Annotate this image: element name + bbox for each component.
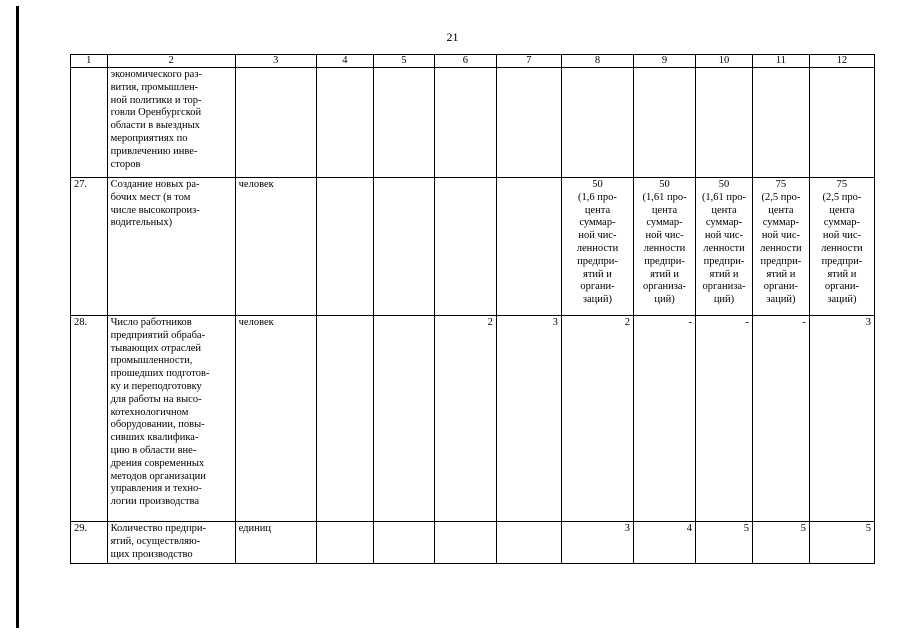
value-cell — [434, 178, 496, 316]
value-cell-9: - — [634, 316, 696, 522]
col-header-1: 1 — [71, 55, 108, 68]
col-header-7: 7 — [496, 55, 561, 68]
col-header-6: 6 — [434, 55, 496, 68]
value-cell-12: 3 — [809, 316, 874, 522]
row-num-cell: 29. — [71, 522, 108, 564]
value-cell-8: 50 (1,6 про- цента суммар- ной чис- ленности предпри- ятий и органи- заций) — [561, 178, 633, 316]
value-cell — [634, 68, 696, 178]
unit-cell: человек — [235, 178, 316, 316]
value-cell — [696, 68, 753, 178]
row-name-cell: Число работников предприятий обраба- тывающих отраслей промышленности, прошедших подготов- ку и переподготовку для работы на высо- котехнологичном оборудовании, повы- сивших квалифика- цию в области вне- дрения современных методов организации управления и техно- логии производства — [107, 316, 235, 522]
value-cell-10: 5 — [696, 522, 753, 564]
value-cell — [496, 178, 561, 316]
value-cell — [316, 522, 373, 564]
value-cell-6: 2 — [434, 316, 496, 522]
table-row-28 — [71, 316, 875, 522]
row-num-cell: 27. — [71, 178, 108, 316]
value-cell — [316, 316, 373, 522]
row-num-cell — [71, 68, 108, 178]
row-name-cell: экономического раз- вития, промышлен- ной политики и тор- говли Оренбургской области в выездных мероприятиях по привлечению инве- сторов — [107, 68, 235, 178]
value-cell-11: 5 — [752, 522, 809, 564]
col-header-4: 4 — [316, 55, 373, 68]
col-header-8: 8 — [561, 55, 633, 68]
col-header-9: 9 — [634, 55, 696, 68]
value-cell-8: 3 — [561, 522, 633, 564]
column-numbers-row — [71, 55, 875, 68]
row-name-cell: Количество предпри- ятий, осуществляю- щих производство — [107, 522, 235, 564]
col-header-3: 3 — [235, 55, 316, 68]
value-cell — [373, 522, 434, 564]
value-cell-11: 75 (2,5 про- цента суммар- ной чис- ленности предпри- ятий и органи- заций) — [752, 178, 809, 316]
table-row-27 — [71, 178, 875, 316]
value-cell-12: 75 (2,5 про- цента суммар- ной чис- ленности предпри- ятий и органи- заций) — [809, 178, 874, 316]
value-cell-11: - — [752, 316, 809, 522]
value-cell-10: 50 (1,61 про- цента суммар- ной чис- ленности предпри- ятий и организа- ций) — [696, 178, 753, 316]
left-margin-bar — [16, 6, 19, 628]
value-cell-9: 50 (1,61 про- цента суммар- ной чис- ленности предпри- ятий и организа- ций) — [634, 178, 696, 316]
col-header-12: 12 — [809, 55, 874, 68]
value-cell — [496, 522, 561, 564]
value-cell — [316, 178, 373, 316]
value-cell — [496, 68, 561, 178]
value-cell — [434, 522, 496, 564]
page-number: 21 — [446, 30, 459, 44]
value-cell-12: 5 — [809, 522, 874, 564]
value-cell-9: 4 — [634, 522, 696, 564]
col-header-2: 2 — [107, 55, 235, 68]
unit-cell: человек — [235, 316, 316, 522]
table-row-continued — [71, 68, 875, 178]
value-cell-8: 2 — [561, 316, 633, 522]
value-cell — [434, 68, 496, 178]
value-cell — [373, 316, 434, 522]
table-row-29 — [71, 522, 875, 564]
value-cell — [373, 68, 434, 178]
unit-cell: единиц — [235, 522, 316, 564]
unit-cell — [235, 68, 316, 178]
value-cell — [373, 178, 434, 316]
indicators-table — [70, 54, 875, 564]
value-cell — [752, 68, 809, 178]
col-header-11: 11 — [752, 55, 809, 68]
value-cell-10: - — [696, 316, 753, 522]
value-cell-7: 3 — [496, 316, 561, 522]
value-cell — [561, 68, 633, 178]
value-cell — [316, 68, 373, 178]
row-num-cell: 28. — [71, 316, 108, 522]
col-header-10: 10 — [696, 55, 753, 68]
value-cell — [809, 68, 874, 178]
col-header-5: 5 — [373, 55, 434, 68]
row-name-cell: Создание новых ра- бочих мест (в том числе высокопроиз- водительных) — [107, 178, 235, 316]
